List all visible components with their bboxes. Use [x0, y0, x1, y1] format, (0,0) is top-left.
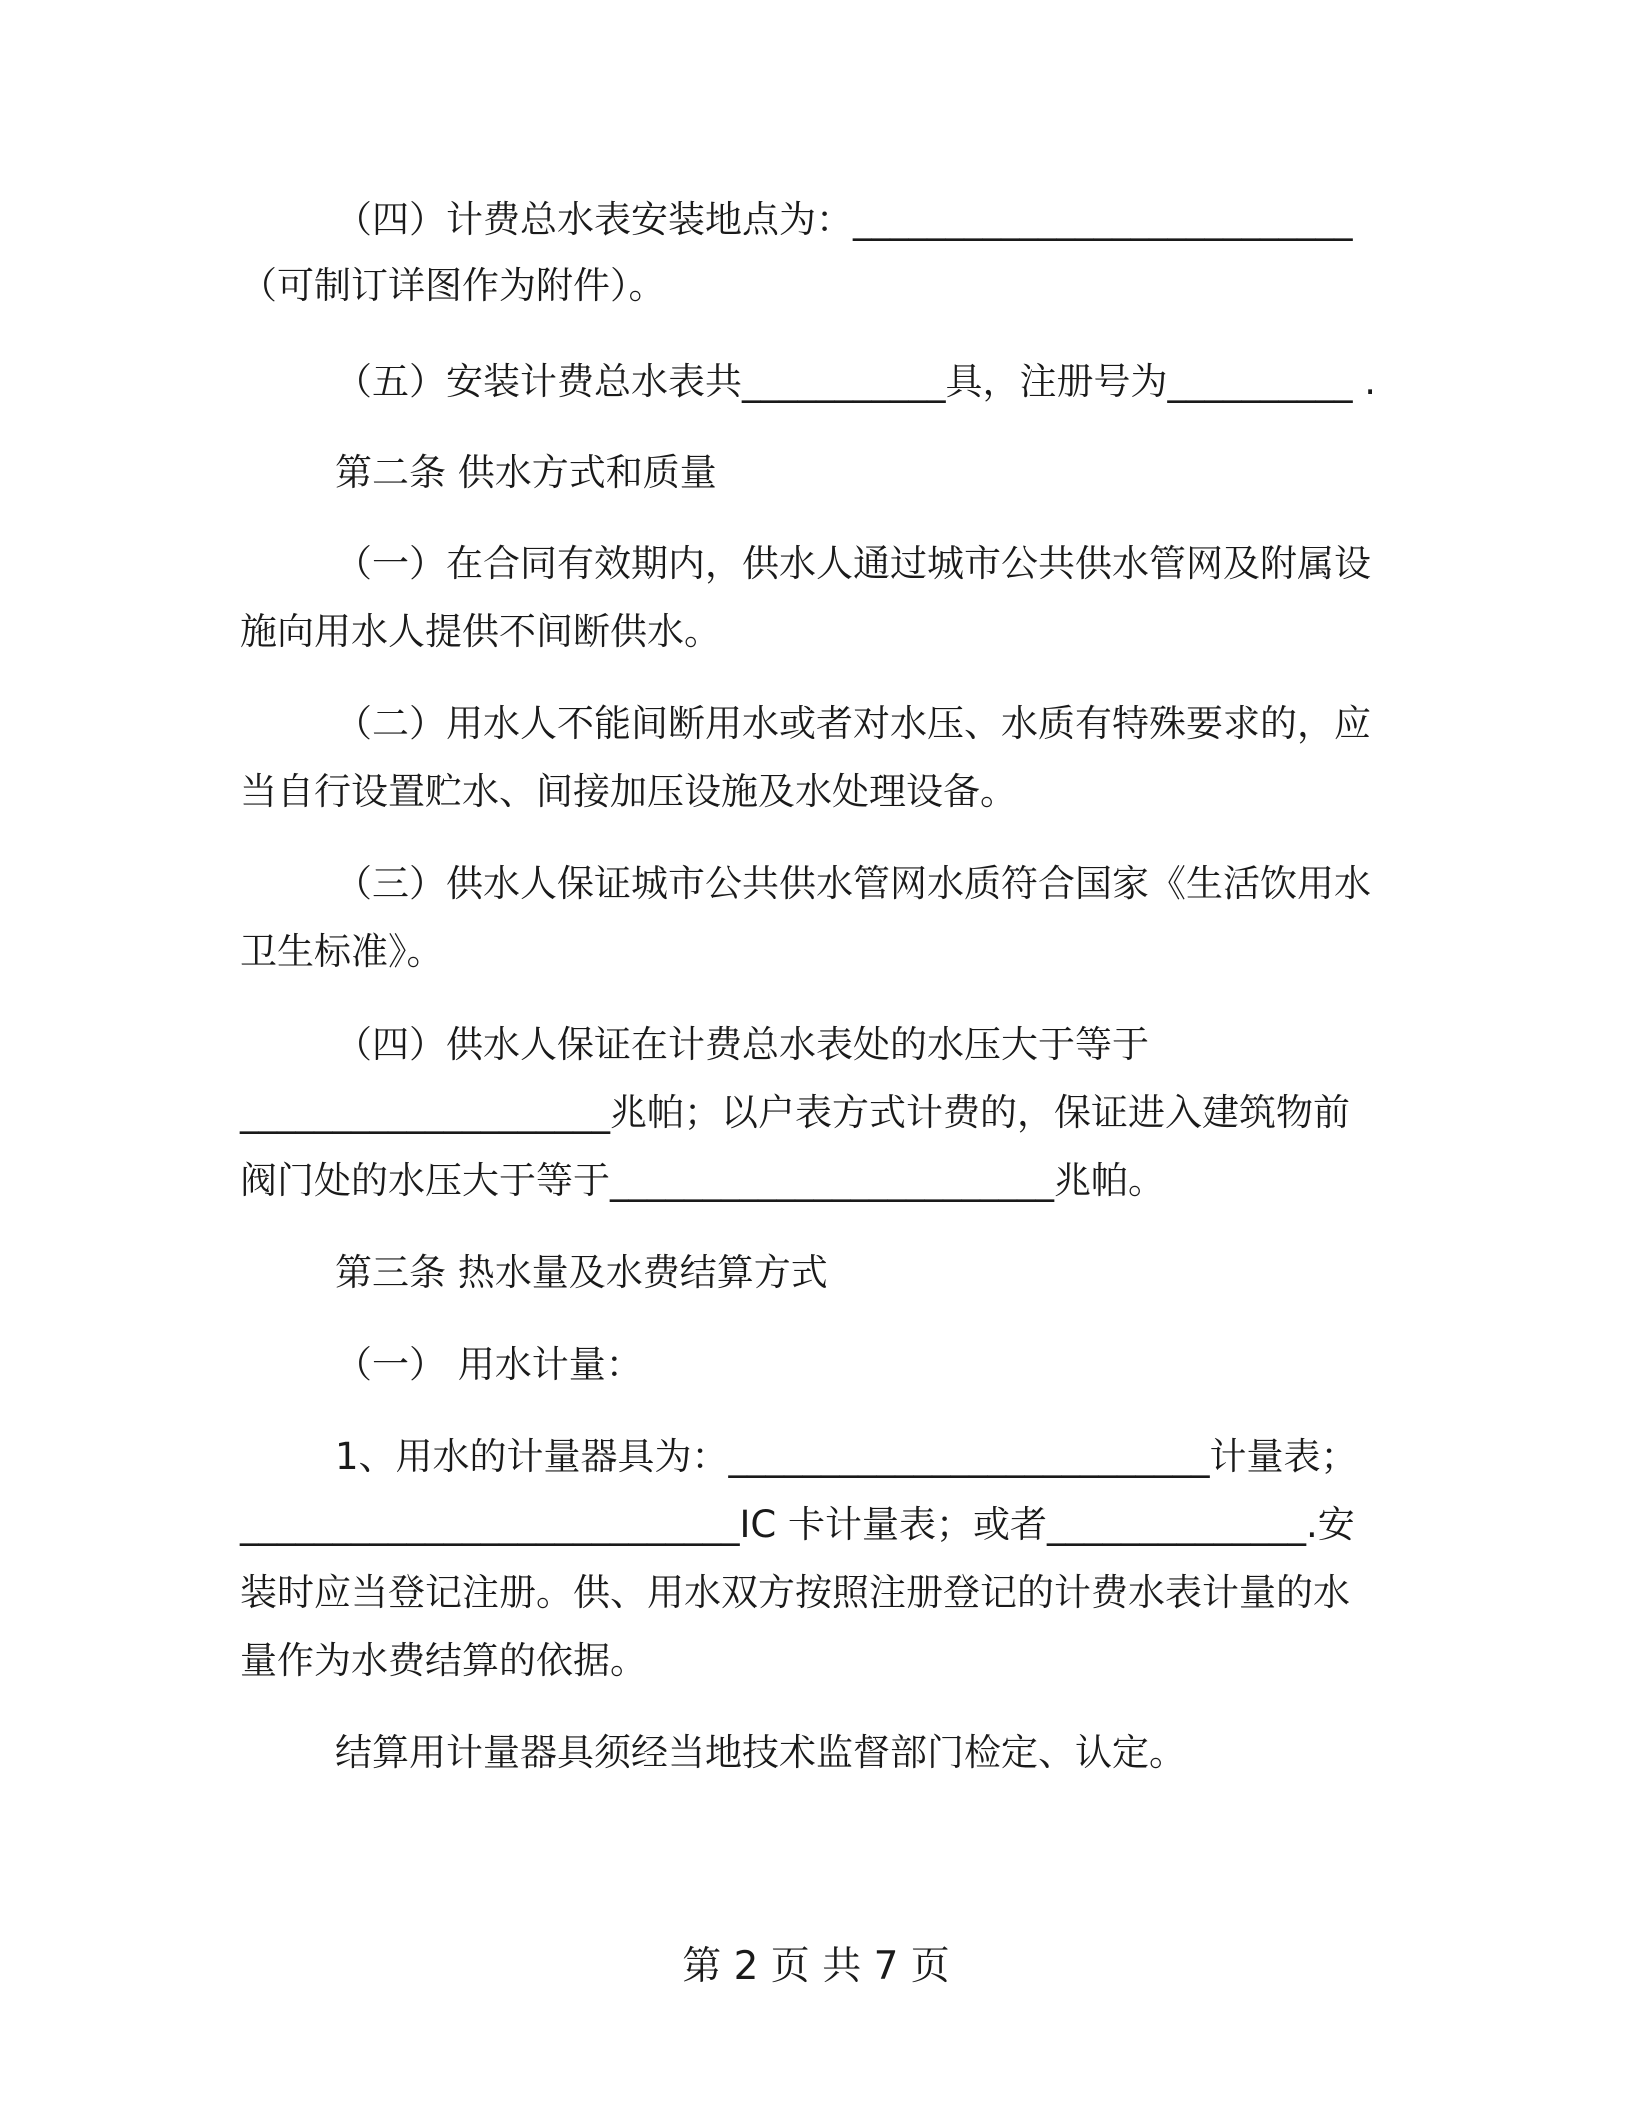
clause-2-4-line-1: （四）供水人保证在计费总水表处的水压大于等于 — [335, 1023, 1149, 1066]
clause-2-4-line-2: ____________________兆帕；以户表方式计费的，保证进入建筑物前 — [240, 1091, 1350, 1134]
clause-2-1-line-1: （一）在合同有效期内，供水人通过城市公共供水管网及附属设 — [335, 542, 1371, 585]
clause-2-3-line-2: 卫生标准》。 — [240, 930, 444, 973]
clause-2-2-line-2: 当自行设置贮水、间接加压设施及水处理设备。 — [240, 770, 1017, 813]
clause-3-1-item-1-line-2: ___________________________IC 卡计量表；或者______________.安 — [240, 1503, 1355, 1546]
clause-3-1-item-1-line-4: 量作为水费结算的依据。 — [240, 1639, 647, 1682]
clause-2-3-line-1: （三）供水人保证城市公共供水管网水质符合国家《生活饮用水 — [335, 862, 1371, 905]
clause-1-5-line: （五）安装计费总水表共___________具，注册号为__________ . — [335, 360, 1377, 403]
clause-3-1-heading: （一） 用水计量： — [335, 1343, 643, 1386]
clause-3-1-item-1-line-3: 装时应当登记注册。供、用水双方按照注册登记的计费水表计量的水 — [240, 1571, 1350, 1614]
clause-1-4-line-2: （可制订详图作为附件）。 — [240, 264, 666, 307]
article-3-heading: 第三条 热水量及水费结算方式 — [335, 1251, 828, 1294]
page-number-footer: 第 2 页 共 7 页 — [682, 1944, 950, 1989]
clause-2-4-line-3: 阀门处的水压大于等于________________________兆帕。 — [240, 1159, 1165, 1202]
clause-3-1-note: 结算用计量器具须经当地技术监督部门检定、认定。 — [335, 1731, 1186, 1774]
article-2-heading: 第二条 供水方式和质量 — [335, 451, 717, 494]
clause-2-2-line-1: （二）用水人不能间断用水或者对水压、水质有特殊要求的，应 — [335, 702, 1371, 745]
clause-1-4-line-1: （四）计费总水表安装地点为：___________________________ — [335, 198, 1353, 241]
clause-3-1-item-1-line-1: 1、用水的计量器具为：__________________________计量表； — [335, 1435, 1358, 1478]
clause-2-1-line-2: 施向用水人提供不间断供水。 — [240, 610, 721, 653]
